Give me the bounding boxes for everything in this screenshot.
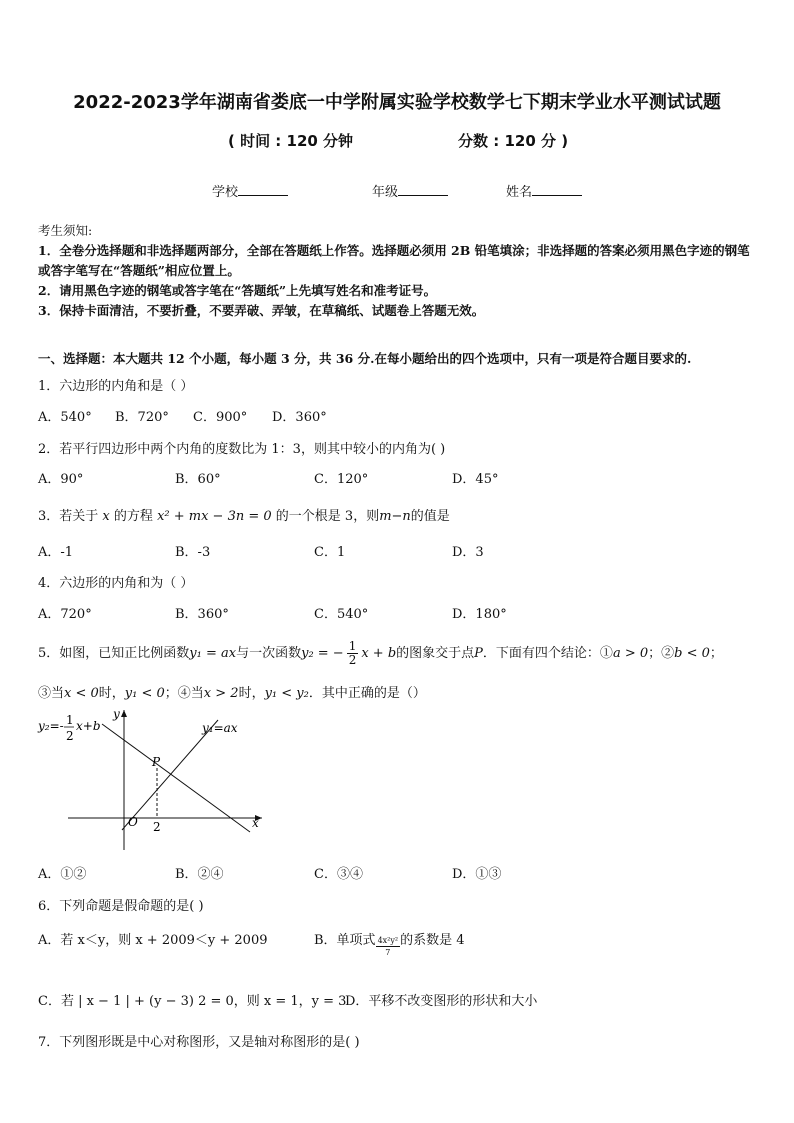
q1-option-a: A．540°	[38, 410, 92, 425]
q5-conclusion-4b: y₁ < y₂	[264, 686, 309, 701]
y-axis-label: y	[113, 707, 120, 721]
q5-conclusion-4a: x > 2	[203, 686, 239, 701]
q3-text: 3．若关于	[38, 509, 99, 524]
q3-option-b: B．-3	[175, 545, 211, 560]
q3-text: 的一个根是 3，则	[275, 509, 380, 524]
q3-option-d: D．3	[452, 545, 484, 560]
q5-text: 时，	[238, 686, 265, 701]
q3-text: 的方程	[113, 509, 153, 524]
school-blank	[238, 183, 288, 196]
notes-block	[38, 221, 760, 321]
q5-graph	[30, 700, 280, 852]
y2-rest: x+b	[76, 719, 101, 733]
q5-conclusion-2: b < 0	[674, 646, 710, 661]
q5-text: 5．如图，已知正比例函数	[38, 646, 190, 661]
note-item: 3．保持卡面清洁，不要折叠，不要弄破、弄皱，在草稿纸、试题卷上答题无效。	[38, 303, 485, 318]
q3-expr: m−n	[379, 509, 411, 524]
q5-text: ③当	[38, 686, 65, 701]
q3-text: 的值是	[410, 509, 450, 524]
q5-conclusion-1: a > 0	[612, 646, 649, 661]
tick-2-label: 2	[153, 820, 161, 834]
section-heading: 一、选择题：本大题共 12 个小题，每小题 3 分，共 36 分.在每小题给出的四个选项中，只有一项是符合题目要求的.	[38, 351, 692, 366]
q2-option-b: B．60°	[175, 472, 221, 487]
q2-option-c: C．120°	[314, 472, 369, 487]
exam-score: 分数 : 120 分 )	[458, 132, 569, 150]
q6-optb-text: B．单项式	[314, 933, 376, 948]
origin-label: O	[128, 815, 138, 829]
grade-label: 年级	[372, 185, 399, 200]
question-6: 6．下列命题是假命题的是( )	[38, 899, 204, 914]
q1-option-c: C．900°	[193, 410, 248, 425]
q5-text: 与一次函数	[236, 646, 302, 661]
question-1: 1．六边形的内角和是（ ）	[38, 379, 194, 394]
question-5-line2	[38, 682, 426, 701]
y2-frac-den: 2	[66, 729, 74, 743]
q5-y2-eq: y₂ = −	[301, 646, 344, 661]
q5-option-b: B．②④	[175, 867, 224, 882]
q5-text: 时，	[98, 686, 125, 701]
q5-text: 的图象交于点	[396, 646, 475, 661]
question-5	[38, 640, 723, 667]
q3-var-x: x	[102, 509, 110, 524]
name-label: 姓名	[506, 185, 533, 200]
q5-frac-num: 1	[348, 639, 357, 653]
q2-option-d: D．45°	[452, 472, 499, 487]
q5-text: ；	[709, 646, 723, 661]
name-field	[506, 181, 582, 200]
exam-time: ( 时间 : 120 分钟	[228, 132, 354, 150]
name-blank	[532, 183, 582, 196]
q5-conclusion-3b: y₁ < 0	[124, 686, 165, 701]
q6-optb-num: 4x²y²	[377, 936, 399, 945]
q6-optb-fraction	[376, 935, 401, 958]
question-4: 4．六边形的内角和为（ ）	[38, 576, 194, 591]
q1-option-b: B．720°	[115, 410, 169, 425]
question-3	[38, 505, 450, 524]
q6-option-a: A．若 x＜y，则 x + 2009＜y + 2009	[38, 933, 268, 948]
question-7: 7．下列图形既是中心对称图形，又是轴对称图形的是( )	[38, 1035, 360, 1050]
y2-label: y₂=-	[38, 719, 64, 733]
q6-optb-den: 7	[385, 948, 391, 957]
q3-option-a: A．-1	[38, 545, 74, 560]
q5-conclusion-3a: x < 0	[64, 686, 99, 701]
q5-fraction	[347, 640, 359, 667]
q5-option-a: A．①②	[38, 867, 87, 882]
y1-label: y₁=ax	[202, 721, 238, 735]
page-title: 2022-2023学年湖南省娄底一中学附属实验学校数学七下期末学业水平测试试题	[73, 92, 721, 113]
q4-option-c: C．540°	[314, 607, 369, 622]
q3-option-c: C．1	[314, 545, 346, 560]
q5-text: ．下面有四个结论：①	[482, 646, 613, 661]
q5-text: ；②	[648, 646, 675, 661]
question-2: 2．若平行四边形中两个内角的度数比为 1：3，则其中较小的内角为( )	[38, 442, 446, 457]
q4-option-b: B．360°	[175, 607, 229, 622]
q5-frac-den: 2	[348, 653, 357, 667]
q5-option-d: D．①③	[452, 867, 502, 882]
q1-option-d: D．360°	[272, 410, 327, 425]
q6-optb-text: 的系数是 4	[400, 933, 465, 948]
q5-text: ．其中正确的是（）	[308, 686, 426, 701]
y-axis-arrow	[121, 710, 127, 717]
q4-option-a: A．720°	[38, 607, 92, 622]
grade-field	[372, 181, 448, 200]
q6-option-b	[314, 929, 465, 958]
q3-equation: x² + mx − 3n = 0	[157, 509, 272, 524]
q5-y2-rest: x + b	[361, 646, 397, 661]
q4-option-d: D．180°	[452, 607, 507, 622]
note-item: 1．全卷分选择题和非选择题两部分，全部在答题纸上作答。选择题必须用 2B 铅笔填涂；非选择题的答案必须用黑色字迹的钢笔或答字笔写在“答题纸”相应位置上。	[38, 243, 750, 278]
line-y1	[122, 720, 218, 830]
notes-heading: 考生须知:	[38, 223, 93, 238]
grade-blank	[398, 183, 448, 196]
q5-point: P	[474, 646, 483, 661]
x-axis-label: x	[252, 816, 259, 830]
q2-option-a: A．90°	[38, 472, 84, 487]
school-field	[212, 181, 288, 200]
y2-frac-num: 1	[66, 713, 74, 727]
q5-text: ；④当	[164, 686, 204, 701]
note-item: 2．请用黑色字迹的钢笔或答字笔在“答题纸”上先填写姓名和准考证号。	[38, 283, 437, 298]
q5-y1-eq: y₁ = ax	[189, 646, 237, 661]
q6-option-d: D．平移不改变图形的形状和大小	[345, 994, 538, 1009]
school-label: 学校	[212, 185, 239, 200]
point-p-label: P	[152, 755, 161, 769]
q5-option-c: C．③④	[314, 867, 363, 882]
q6-option-c: C．若 | x − 1 | + (y − 3) 2 = 0，则 x = 1，y = 3	[38, 994, 347, 1009]
